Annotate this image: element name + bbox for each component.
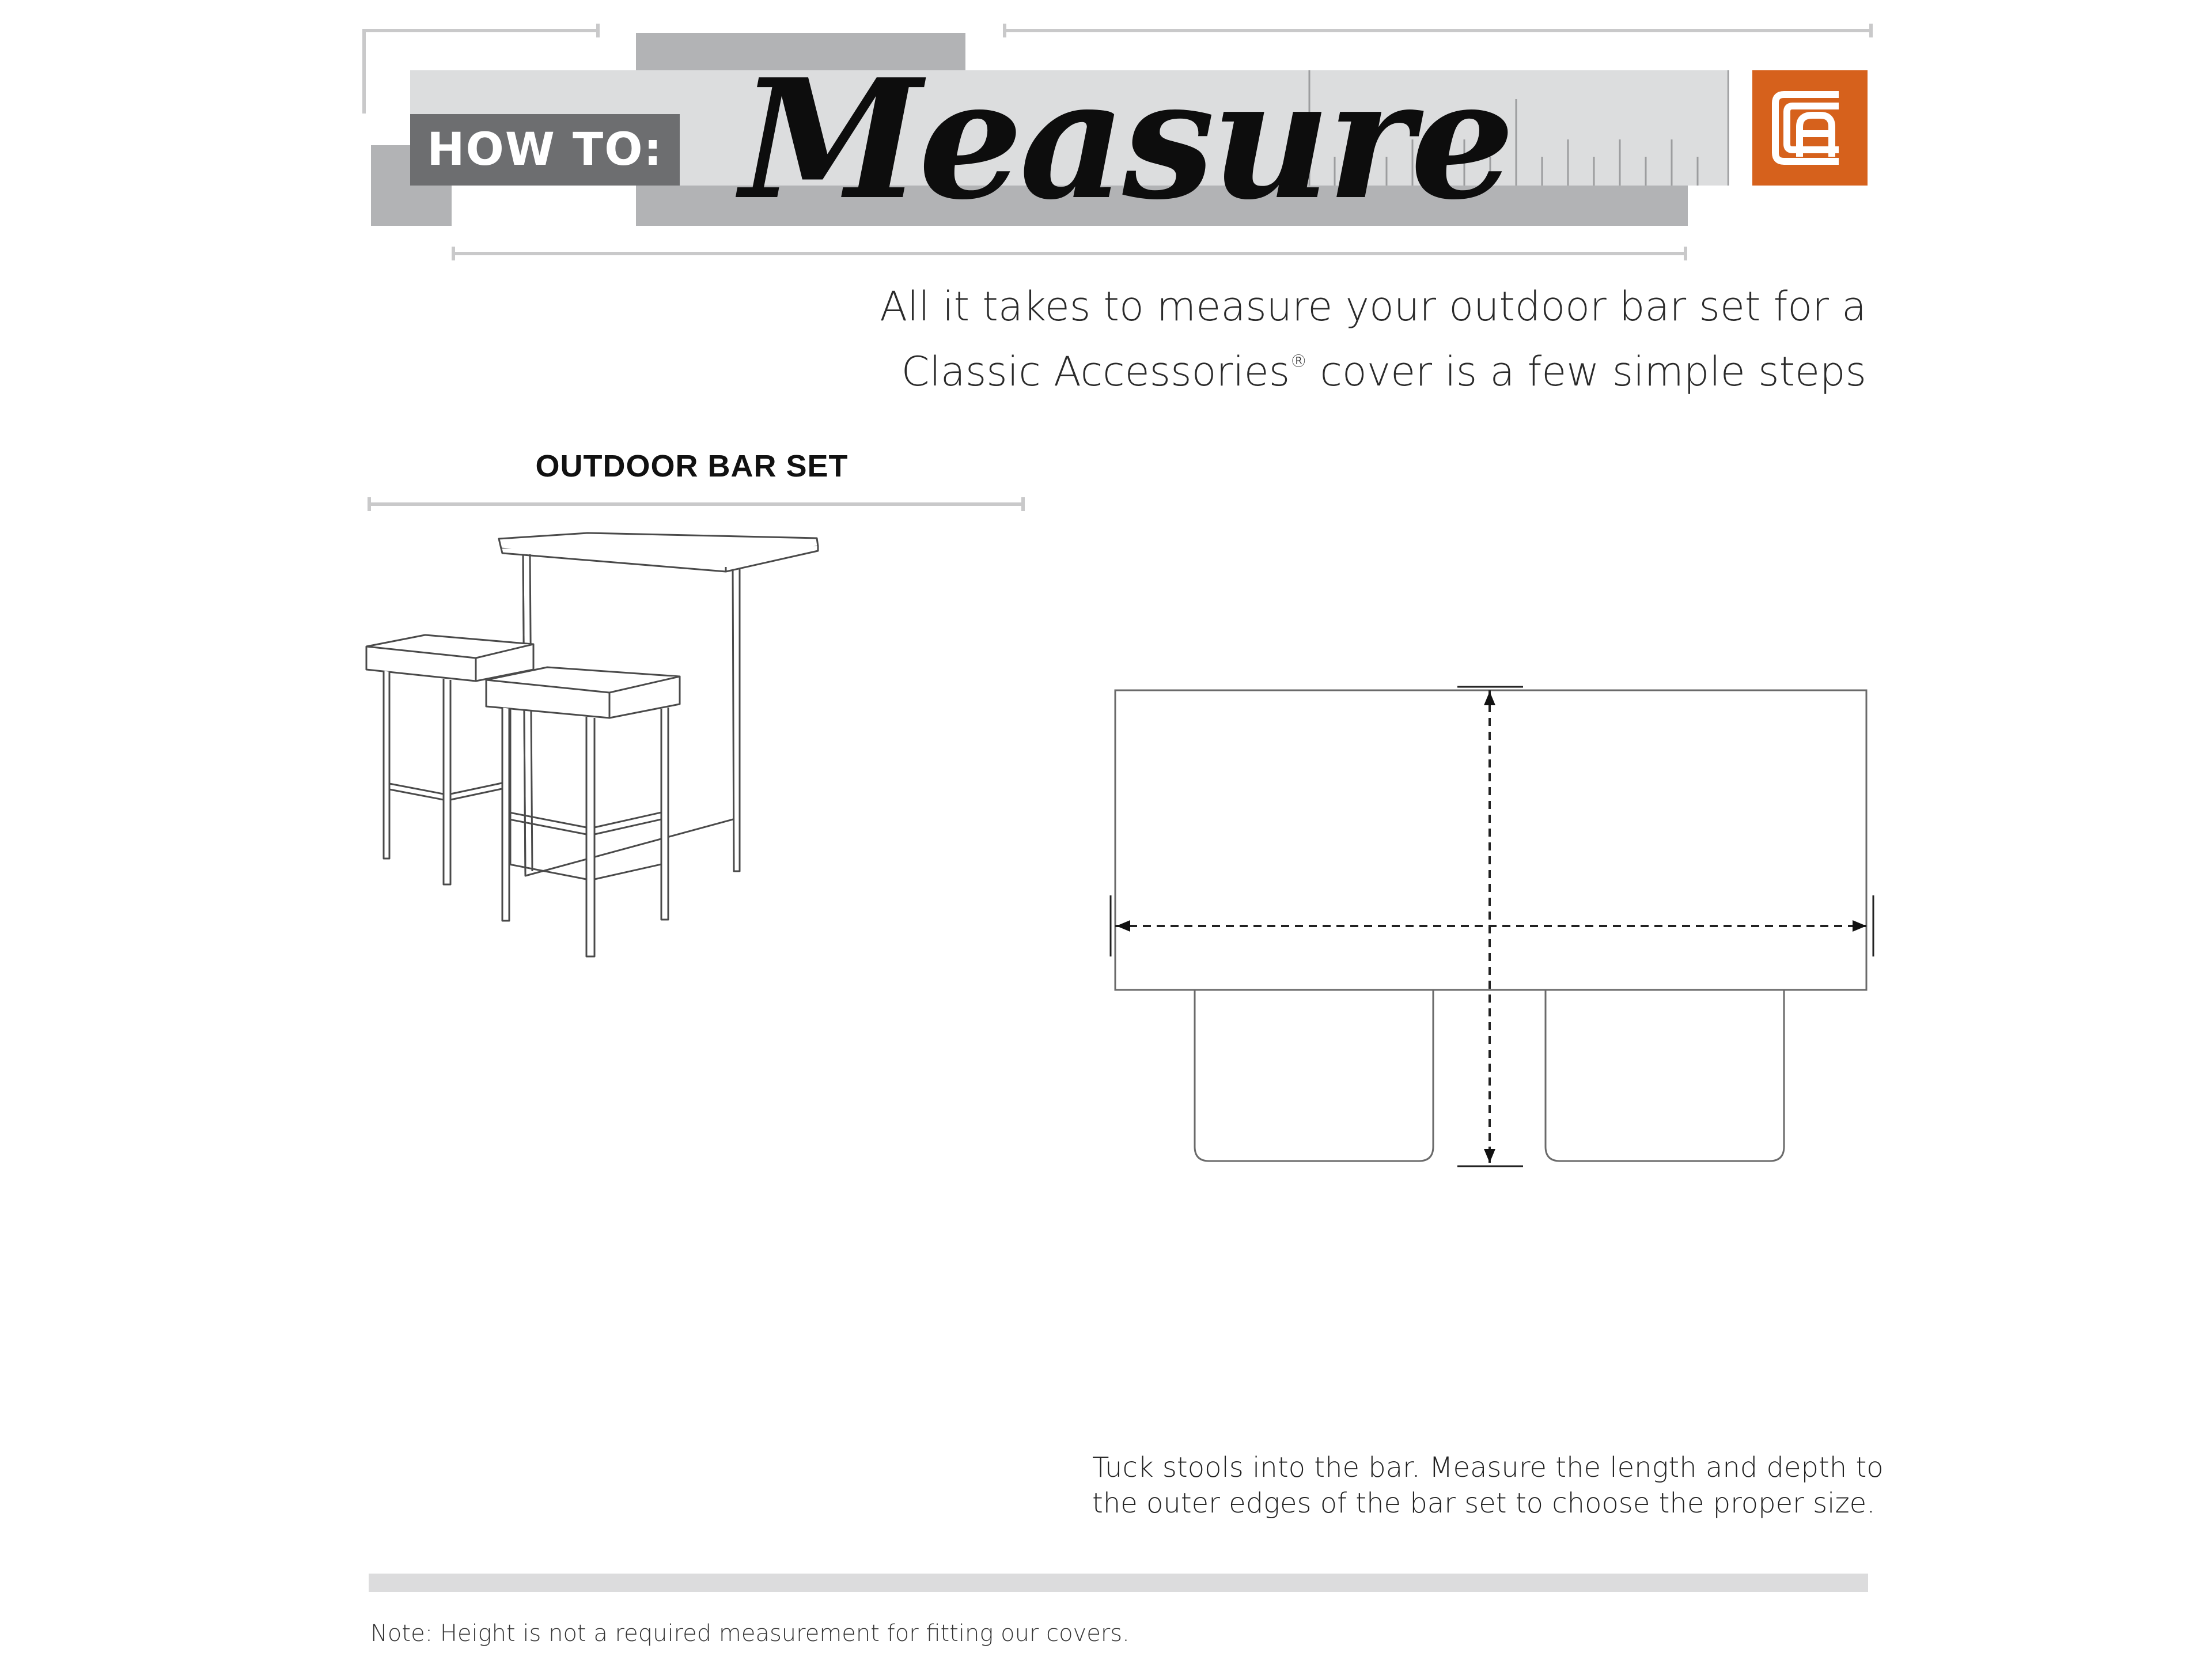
classic-accessories-logo xyxy=(1752,70,1868,186)
intro-text xyxy=(772,279,1866,399)
brand-name: Classic Accessories xyxy=(901,348,1290,395)
intro-line-1: All it takes to measure your outdoor bar set for a xyxy=(880,283,1866,330)
how-to-label: HOW TO: xyxy=(410,114,680,186)
instructions-line-2: the outer edges of the bar set to choose the proper size. xyxy=(1092,1487,1876,1519)
section-title-rule xyxy=(366,496,1029,513)
footer-divider xyxy=(369,1574,1868,1592)
intro-line-2 xyxy=(772,334,1866,399)
top-view-measurement-diagram-icon xyxy=(1094,674,1889,1181)
section-title: OUTDOOR BAR SET xyxy=(535,449,849,483)
intro-line-2-rest: cover is a few simple steps xyxy=(1307,348,1866,395)
page-title: Measure xyxy=(740,43,1512,236)
registered-mark: ® xyxy=(1290,351,1308,372)
bar-set-with-stools-icon xyxy=(357,519,876,968)
instructions-text xyxy=(1092,1450,1956,1521)
footer-note: Note: Height is not a required measurement for fitting our covers. xyxy=(370,1620,1130,1647)
instructions-line-1: Tuck stools into the bar. Measure the length and depth to xyxy=(1092,1451,1884,1484)
classic-accessories-ca-icon xyxy=(1752,70,1868,186)
